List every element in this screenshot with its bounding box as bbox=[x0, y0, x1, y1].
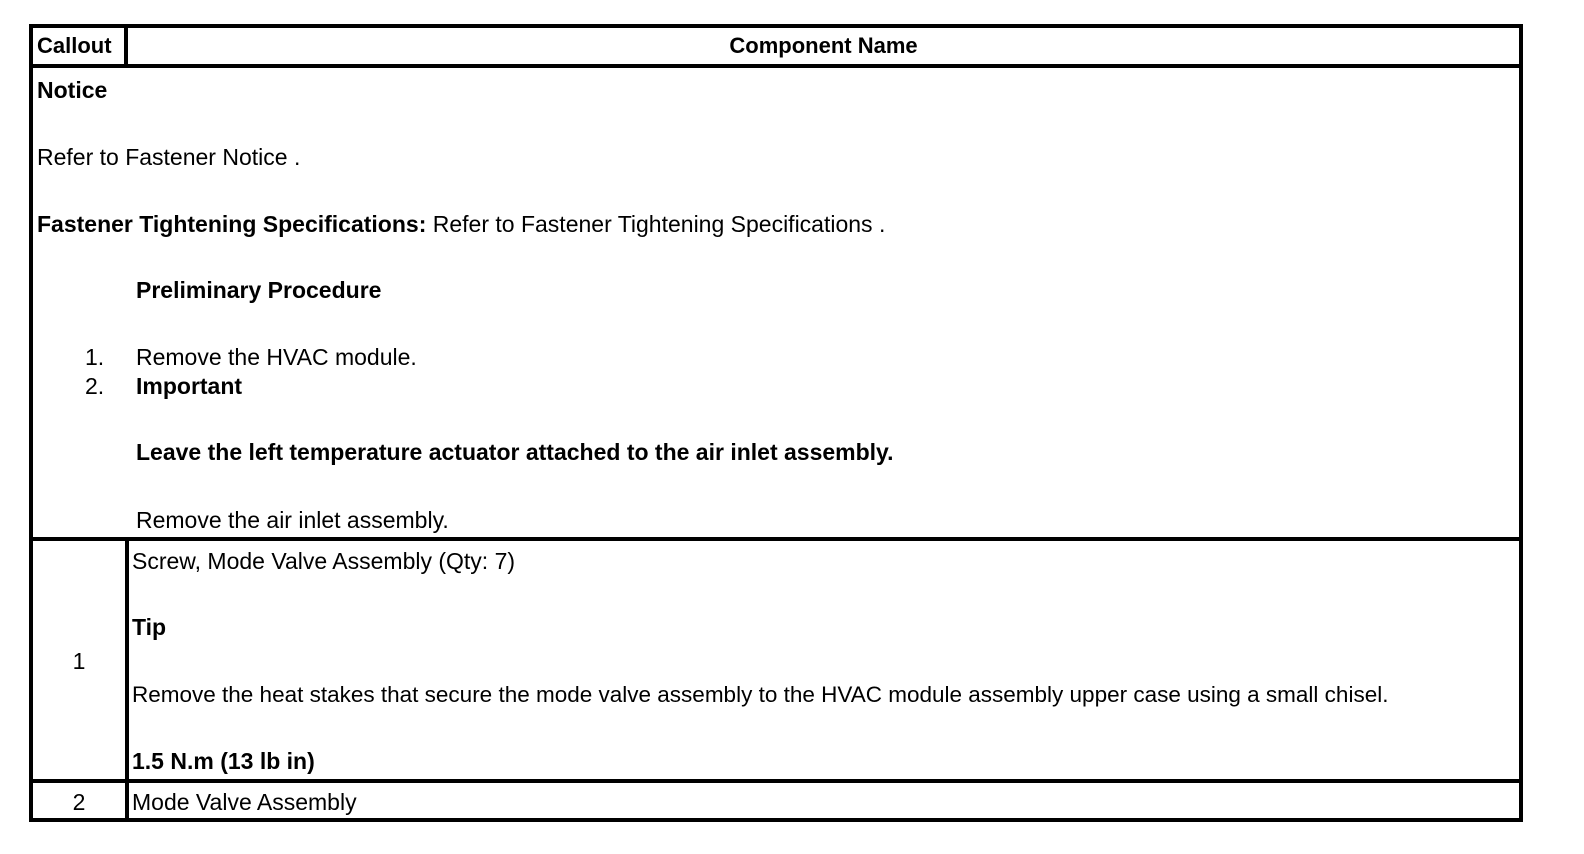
row-callout: 2 bbox=[72, 789, 86, 815]
torque-spec: 1.5 N.m (13 lb in) bbox=[132, 748, 315, 774]
spec-line bbox=[37, 210, 885, 238]
component-table bbox=[29, 24, 1523, 822]
tip-title: Tip bbox=[132, 614, 167, 640]
step-text: Remove the HVAC module. bbox=[136, 344, 417, 370]
spec-label: Fastener Tightening Specifications: bbox=[37, 211, 427, 237]
header-component-name: Component Name bbox=[729, 33, 918, 58]
row-component-name: Screw, Mode Valve Assembly (Qty: 7) bbox=[132, 548, 516, 574]
step-number: 2. bbox=[85, 373, 105, 399]
row-divider bbox=[33, 537, 1519, 541]
step-important-title: Important bbox=[136, 373, 243, 399]
row-column-divider bbox=[125, 537, 129, 782]
tip-text: Remove the heat stakes that secure the mode valve assembly to the HVAC module assembly upper case using a small chisel. bbox=[132, 682, 1389, 707]
header-callout: Callout bbox=[37, 33, 112, 58]
row-column-divider bbox=[125, 779, 129, 822]
notice-title: Notice bbox=[37, 77, 108, 103]
notice-text: Refer to Fastener Notice . bbox=[37, 144, 301, 170]
row-callout: 1 bbox=[72, 648, 86, 674]
row-component-name: Mode Valve Assembly bbox=[132, 789, 357, 815]
spec-text: Refer to Fastener Tightening Specifications . bbox=[426, 211, 886, 237]
important-text: Leave the left temperature actuator attached to the air inlet assembly. bbox=[136, 439, 894, 465]
step-number: 1. bbox=[85, 344, 105, 370]
row-divider bbox=[33, 779, 1519, 783]
header-divider bbox=[33, 64, 1519, 68]
step2-text: Remove the air inlet assembly. bbox=[136, 507, 449, 533]
preliminary-title: Preliminary Procedure bbox=[136, 277, 382, 303]
